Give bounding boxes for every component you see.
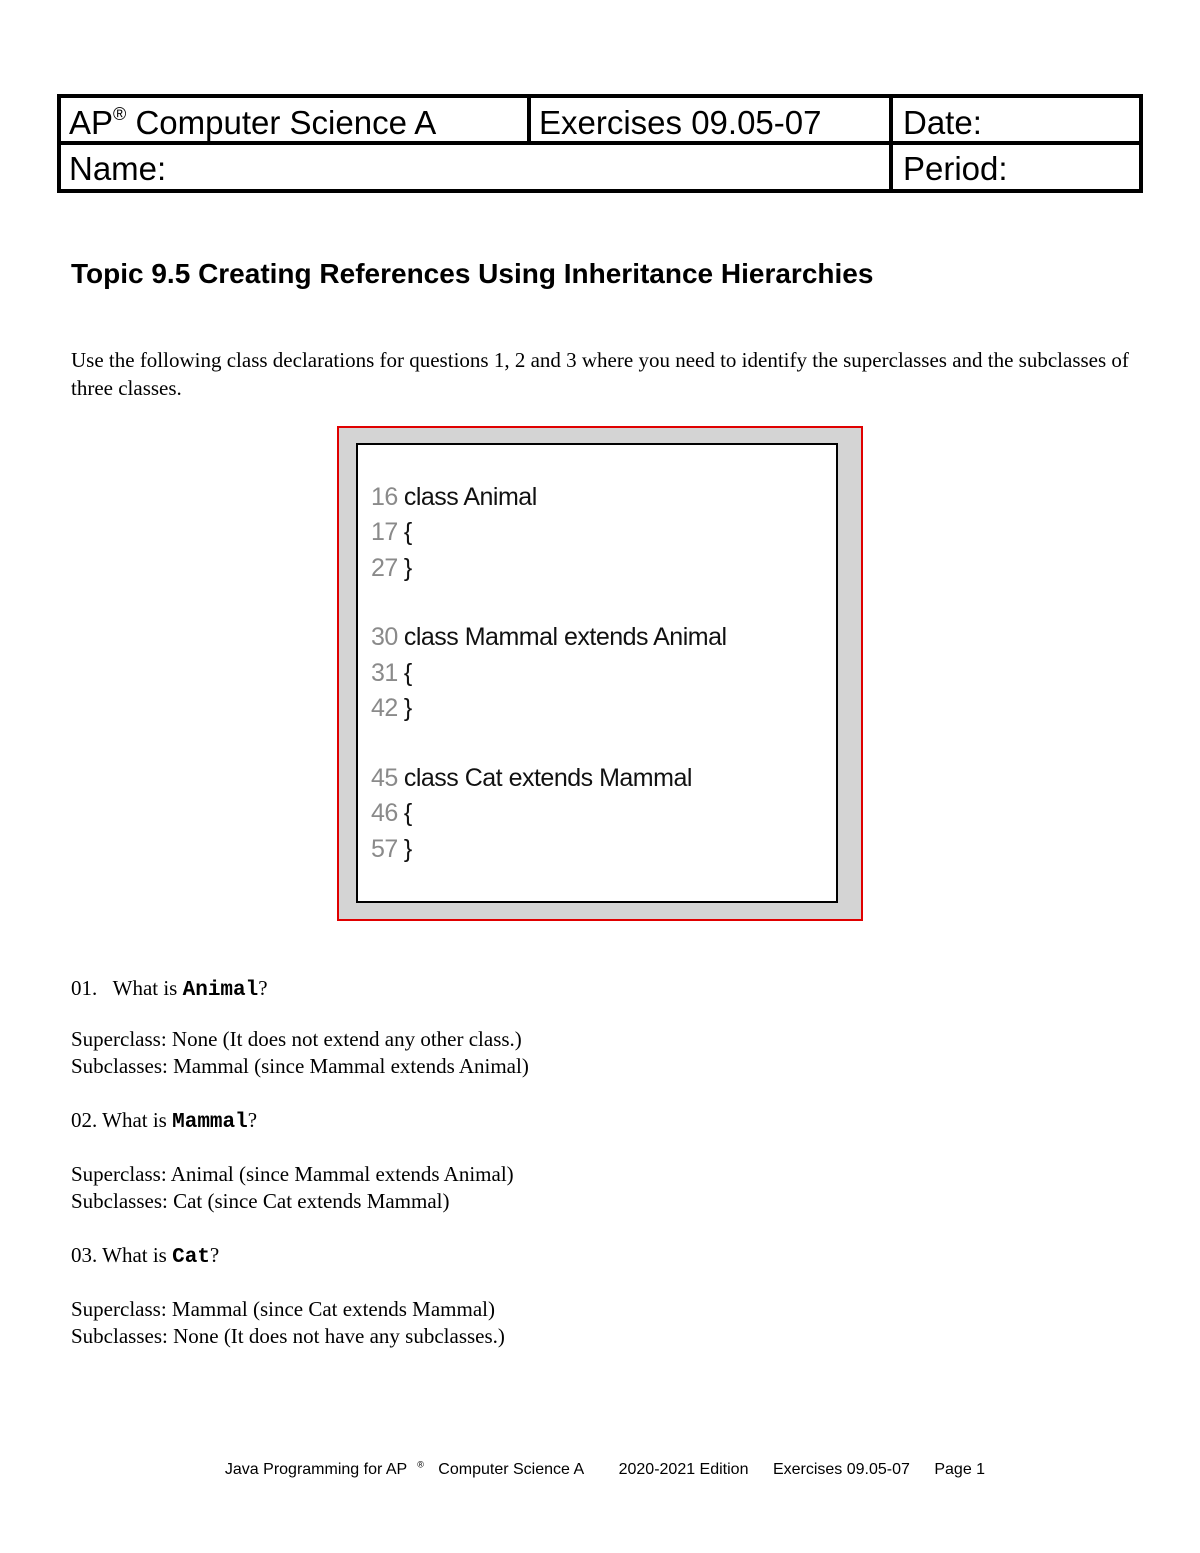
code-line: 27 } [371, 554, 412, 582]
code-line: 30 class Mammal extends Animal [371, 623, 727, 651]
name-label: Name: [69, 150, 167, 187]
course-title: AP® Computer Science A [69, 104, 437, 141]
question-3: 03. What is Cat? [71, 1243, 220, 1269]
question-1: 01. What is Animal? [71, 976, 268, 1002]
header-table [57, 94, 1143, 193]
exercises-title: Exercises 09.05-07 [539, 104, 822, 141]
code-figure [337, 426, 863, 921]
period-label: Period: [903, 150, 1008, 187]
answer-2-subclasses: Subclasses: Cat (since Cat extends Mammal) [71, 1189, 450, 1213]
code-line: 42 } [371, 694, 412, 722]
answer-1-subclasses: Subclasses: Mammal (since Mammal extends Animal) [71, 1054, 529, 1078]
code-line: 31 { [371, 659, 412, 687]
code-line: 16 class Animal [371, 483, 537, 511]
footer-book: Java Programming for AP ® Computer Science A [224, 1460, 585, 1479]
page-footer [0, 1460, 1200, 1479]
answer-3-superclass: Superclass: Mammal (since Cat extends Mammal) [71, 1297, 495, 1321]
header-col-divider-2 [889, 98, 893, 189]
code-line: 57 } [371, 835, 412, 863]
footer-edition: 2020-2021 Edition [618, 1461, 749, 1479]
code-line: 46 { [371, 799, 412, 827]
header-row-divider [61, 141, 1139, 145]
date-label: Date: [903, 104, 982, 141]
answer-2-superclass: Superclass: Animal (since Mammal extends Animal) [71, 1162, 514, 1186]
answer-3-subclasses: Subclasses: None (It does not have any subclasses.) [71, 1324, 505, 1348]
topic-heading: Topic 9.5 Creating References Using Inheritance Hierarchies [71, 258, 874, 289]
question-2: 02. What is Mammal? [71, 1108, 258, 1134]
intro-paragraph: Use the following class declarations for questions 1, 2 and 3 where you need to identify the superclasses and the subclasses of three classes. [71, 348, 1129, 400]
footer-exercises: Exercises 09.05-07 [772, 1461, 910, 1479]
code-line: 45 class Cat extends Mammal [371, 764, 692, 792]
footer-page-number: Page 1 [934, 1461, 986, 1479]
code-line: 17 { [371, 518, 412, 546]
answer-1-superclass: Superclass: None (It does not extend any other class.) [71, 1027, 522, 1051]
code-box [356, 443, 838, 903]
header-col-divider-1 [527, 98, 531, 143]
